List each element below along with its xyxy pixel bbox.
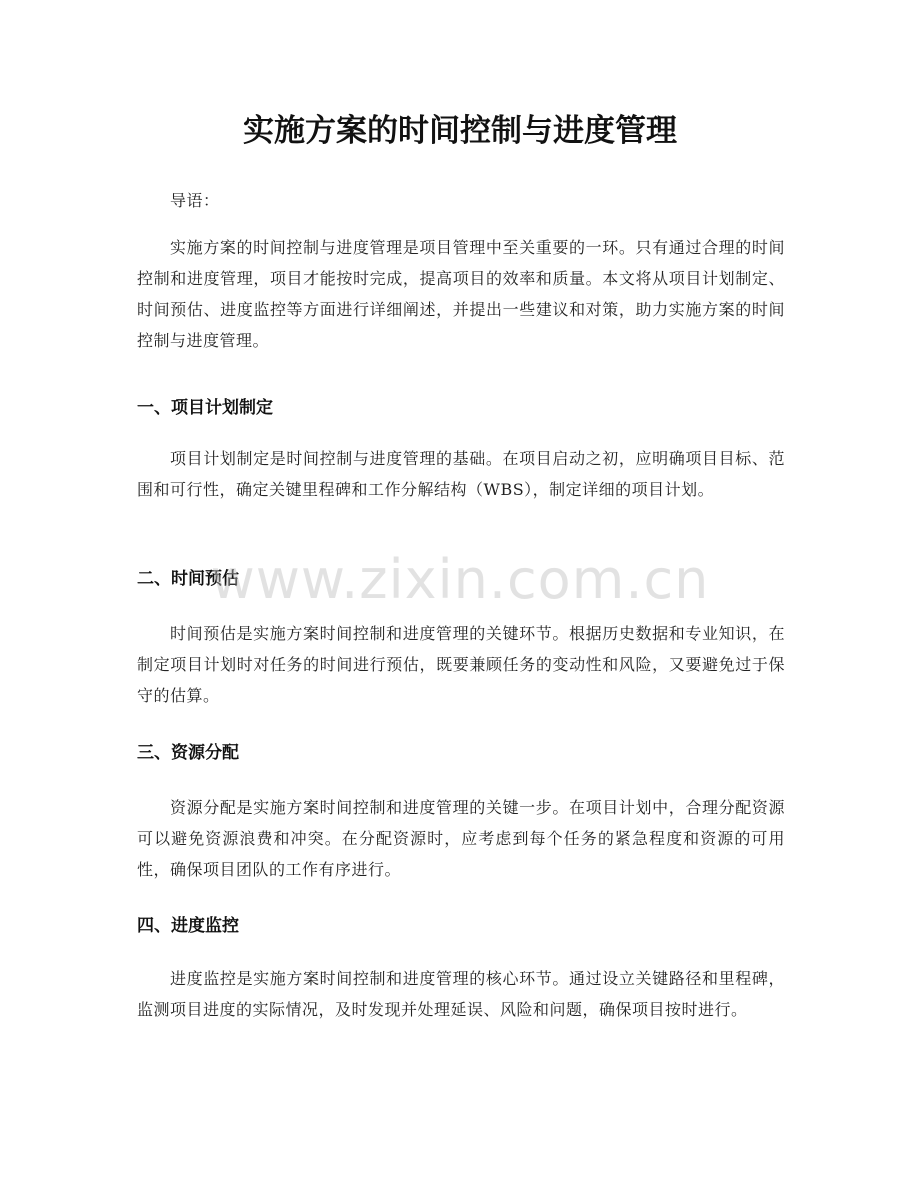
section-body-3: 资源分配是实施方案时间控制和进度管理的关键一步。在项目计划中，合理分配资源可以避免资源浪费和冲突。在分配资源时，应考虑到每个任务的紧急程度和资源的可用性，确保项目团队的工作有序进行。 [137,798,785,879]
lead-label: 导语： [170,191,220,210]
section-body-2: 时间预估是实施方案时间控制和进度管理的关键环节。根据历史数据和专业知识，在制定项目计划时对任务的时间进行预估，既要兼顾任务的变动性和风险，又要避免过于保守的估算。 [137,624,785,705]
section-heading-4: 四、进度监控 [137,916,239,936]
intro-paragraph: 实施方案的时间控制与进度管理是项目管理中至关重要的一环。只有通过合理的时间控制和进度管理，项目才能按时完成，提高项目的效率和质量。本文将从项目计划制定、时间预估、进度监控等方面进行详细阐述，并提出一些建议和对策，助力实施方案的时间控制与进度管理。 [137,238,785,350]
section-heading-3: 三、资源分配 [137,743,239,763]
section-body-4: 进度监控是实施方案时间控制和进度管理的核心环节。通过设立关键路径和里程碑，监测项目进度的实际情况，及时发现并处理延误、风险和问题，确保项目按时进行。 [137,969,785,1019]
document-title: 实施方案的时间控制与进度管理 [243,113,677,149]
section-heading-1: 一、项目计划制定 [137,398,273,418]
section-body-1: 项目计划制定是时间控制与进度管理的基础。在项目启动之初，应明确项目目标、范围和可行性，确定关键里程碑和工作分解结构（WBS），制定详细的项目计划。 [137,449,785,499]
section-heading-2: 二、时间预估 [137,569,239,589]
watermark: www.zixin.com.cn [210,548,710,611]
